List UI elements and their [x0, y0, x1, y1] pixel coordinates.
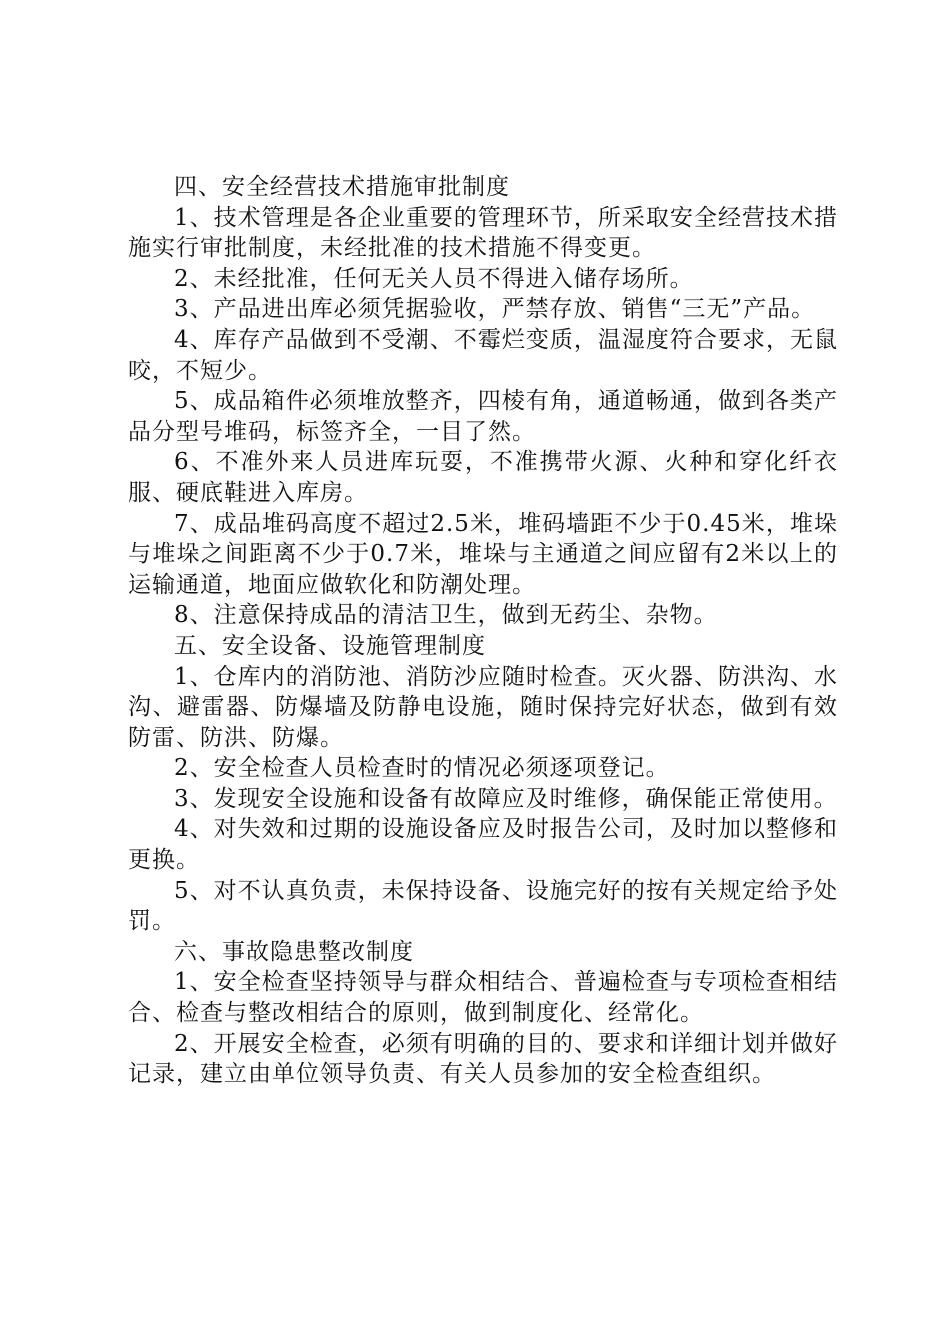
paragraph: 2、开展安全检查，必须有明确的目的、要求和详细计划并做好记录，建立由单位领导负责、有关人员参加的安全检查组织。 — [128, 1030, 838, 1088]
paragraph: 3、发现安全设施和设备有故障应及时维修，确保能正常使用。 — [174, 785, 838, 812]
section-heading-6: 六、事故隐患整改制度 — [174, 938, 414, 965]
paragraph: 4、库存产品做到不受潮、不霉烂变质，温湿度符合要求，无鼠咬，不短少。 — [128, 326, 838, 384]
document-body — [128, 172, 838, 1090]
paragraph: 1、技术管理是各企业重要的管理环节，所采取安全经营技术措施实行审批制度，未经批准的技术措施不得变更。 — [128, 204, 838, 262]
section-heading-4: 四、安全经营技术措施审批制度 — [174, 174, 510, 200]
paragraph: 2、未经批准，任何无关人员不得进入储存场所。 — [174, 265, 694, 292]
paragraph: 8、注意保持成品的清洁卫生，做到无药尘、杂物。 — [174, 602, 718, 629]
paragraph: 5、成品箱件必须堆放整齐，四棱有角，通道畅通，做到各类产品分型号堆码，标签齐全，一目了然。 — [128, 388, 838, 445]
paragraph: 6、不准外来人员进库玩耍，不准携带火源、火种和穿化纤衣服、硬底鞋进入库房。 — [128, 449, 838, 506]
paragraph: 5、对不认真负责，未保持设备、设施完好的按有关规定给予处罚。 — [128, 877, 838, 935]
paragraph: 7、成品堆码高度不超过2.5米，堆码墙距不少于0.45米，堆垛与堆垛之间距离不少于0.7米，堆垛与主通道之间应留有2米以上的运输通道，地面应做软化和防潮处理。 — [128, 510, 838, 598]
paragraph: 4、对失效和过期的设施设备应及时报告公司，及时加以整修和更换。 — [128, 816, 838, 874]
paragraph: 1、仓库内的消防池、消防沙应随时检查。灭火器、防洪沟、水沟、避雷器、防爆墙及防静电设施，随时保持完好状态，做到有效防雷、防洪、防爆。 — [128, 663, 838, 751]
paragraph: 1、安全检查坚持领导与群众相结合、普遍检查与专项检查相结合、检查与整改相结合的原则，做到制度化、经常化。 — [128, 969, 838, 1027]
paragraph: 3、产品进出库必须凭据验收，严禁存放、销售“三无”产品。 — [174, 296, 816, 323]
section-heading-5: 五、安全设备、设施管理制度 — [174, 632, 486, 659]
paragraph: 2、安全检查人员检查时的情况必须逐项登记。 — [174, 755, 670, 782]
